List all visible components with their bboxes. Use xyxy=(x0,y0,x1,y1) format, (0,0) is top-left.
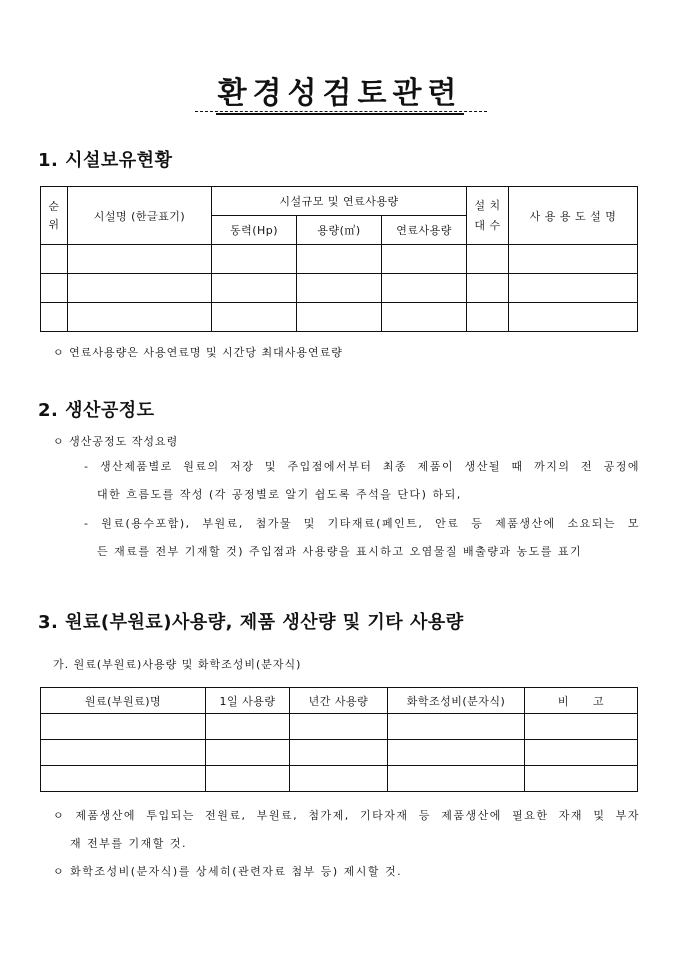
col-material-name: 원료(부원료)명 xyxy=(41,688,206,714)
col-remarks: 비 고 xyxy=(525,688,638,714)
title-dashed-underline xyxy=(195,111,487,112)
table-row xyxy=(41,766,638,792)
col-scale: 시설규모 및 연료사용량 xyxy=(212,187,467,216)
col-fuel: 연료사용량 xyxy=(382,216,467,245)
section2-sub: ㅇ 생산공정도 작성요령 xyxy=(53,435,179,448)
table-row xyxy=(41,245,638,274)
section3-note2: ㅇ 화학조성비(분자식)를 상세히(관련자료 첨부 등) 제시할 것. xyxy=(53,865,403,878)
col-facility-name: 시설명 (한글표기) xyxy=(68,187,212,245)
col-chemical-composition: 화학조성비(분자식) xyxy=(388,688,525,714)
col-annual-usage: 년간 사용량 xyxy=(290,688,388,714)
table-row xyxy=(41,303,638,332)
col-usage-desc: 사 용 용 도 설 명 xyxy=(509,187,638,245)
section1-note: ㅇ 연료사용량은 사용연료명 및 시간당 최대사용연료량 xyxy=(53,346,343,359)
page-title: 환경성검토관련 xyxy=(0,68,680,112)
col-order: 순위 xyxy=(41,187,68,245)
col-capacity: 용량(㎥) xyxy=(297,216,382,245)
col-power: 동력(Hp) xyxy=(212,216,297,245)
section3-heading: 3. 원료(부원료)사용량, 제품 생산량 및 기타 사용량 xyxy=(38,612,464,633)
facility-table-header-row xyxy=(41,187,638,216)
materials-table xyxy=(40,687,638,792)
col-install-count: 설 치 대 수 xyxy=(467,187,509,245)
section3-note1: ㅇ 제품생산에 투입되는 전원료, 부원료, 첨가제, 기타자재 등 제품생산에 필요한 자재 및 부자 재 전부를 기재할 것. xyxy=(53,809,640,850)
table-row xyxy=(41,740,638,766)
facility-table xyxy=(40,186,638,332)
section1-heading: 1. 시설보유현황 xyxy=(38,150,173,171)
table-row xyxy=(41,274,638,303)
materials-table-header-row xyxy=(41,688,638,714)
table-row xyxy=(41,714,638,740)
section3-sub: 가. 원료(부원료)사용량 및 화학조성비(분자식) xyxy=(53,658,302,671)
section2-item2: - 원료(용수포함), 부원료, 첨가물 및 기타재료(페인트, 안료 등 제품생산에 소요되는 모 든 재료를 전부 기재할 것) 주입점과 사용량을 표시하고 오염물질 배출량과 농도를 표기 xyxy=(84,517,640,558)
col-daily-usage: 1일 사용량 xyxy=(206,688,290,714)
section2-heading: 2. 생산공정도 xyxy=(38,400,155,421)
section2-item1: - 생산제품별로 원료의 저장 및 주입점에서부터 최종 제품이 생산될 때 까지의 전 공정에 대한 흐름도를 작성 (각 공정별로 알기 쉽도록 주석을 단다) 하되, xyxy=(84,460,640,501)
